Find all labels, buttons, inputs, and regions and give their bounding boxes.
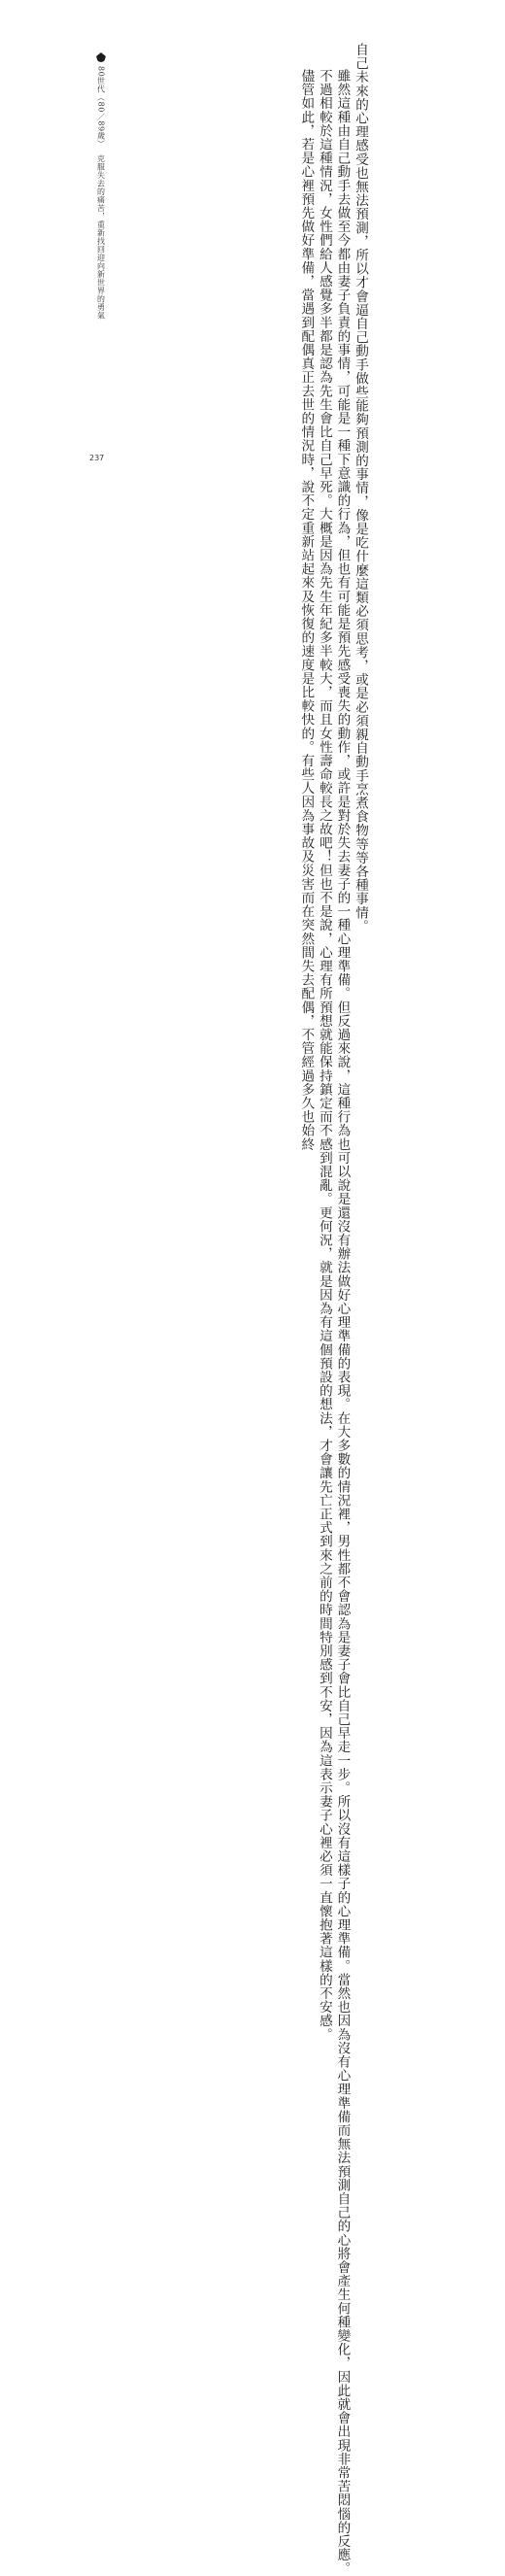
paragraph: 儘管如此，若是心裡預先做好準備，當遇到配偶真正去世的情況時，說不定重新站起來及恢復的速度是比較快的。有些人因為事故及災害而在突然間失去配偶，不管經過多久也始終 xyxy=(298,69,315,1152)
ornament-icon xyxy=(96,52,106,62)
running-header xyxy=(89,52,113,320)
body-text xyxy=(297,43,369,2576)
paragraph: 不過相較於這種情況，女性們給人感覺多半都是認為先生會比自己早死。大概是因為先生年紀多半較大，而且女性壽命較長之故吧！但也不是說，心理有所預想就能保持鎮定而不感到混亂。更何況，就是因為有這個預設的想法，才會讓先亡正式到來之前的時間特別感到不安，因為這表示妻子心裡必須一直懷抱著這樣的不安感。 xyxy=(316,69,332,2042)
page-number: 237 xyxy=(89,454,105,462)
series-label: 80世代（80／89歲） xyxy=(96,66,106,149)
chapter-subtitle: 克服失去的痛苦，重新找回迎向新世界的勇氣 xyxy=(96,153,106,320)
paragraph: 自己未來的心理感受也無法預測，所以才會逼自己動手做些能夠預測的事情，像是吃什麼這類必須思考，或是必須親自動手烹煮食物等等各種事情。 xyxy=(353,43,368,933)
paragraph: 雖然這種由自己動手去做至今都由妻子負責的事情，可能是一種下意識的行為，但也有可能是預先感受喪失的動作，或許是對於失去妻子的一種心理準備。但反過來說，這種行為也可以說是還沒有辦法做好心理準備的表現。在大多數的情況裡，男性都不會認為是妻子會比自己早走一步。所以沒有這樣子的心理準備。當然也因為沒有心理準備而無法預測自己的心將會產生何種變化，因此就會出現非常苦悶惱的反應。 xyxy=(334,69,351,2576)
